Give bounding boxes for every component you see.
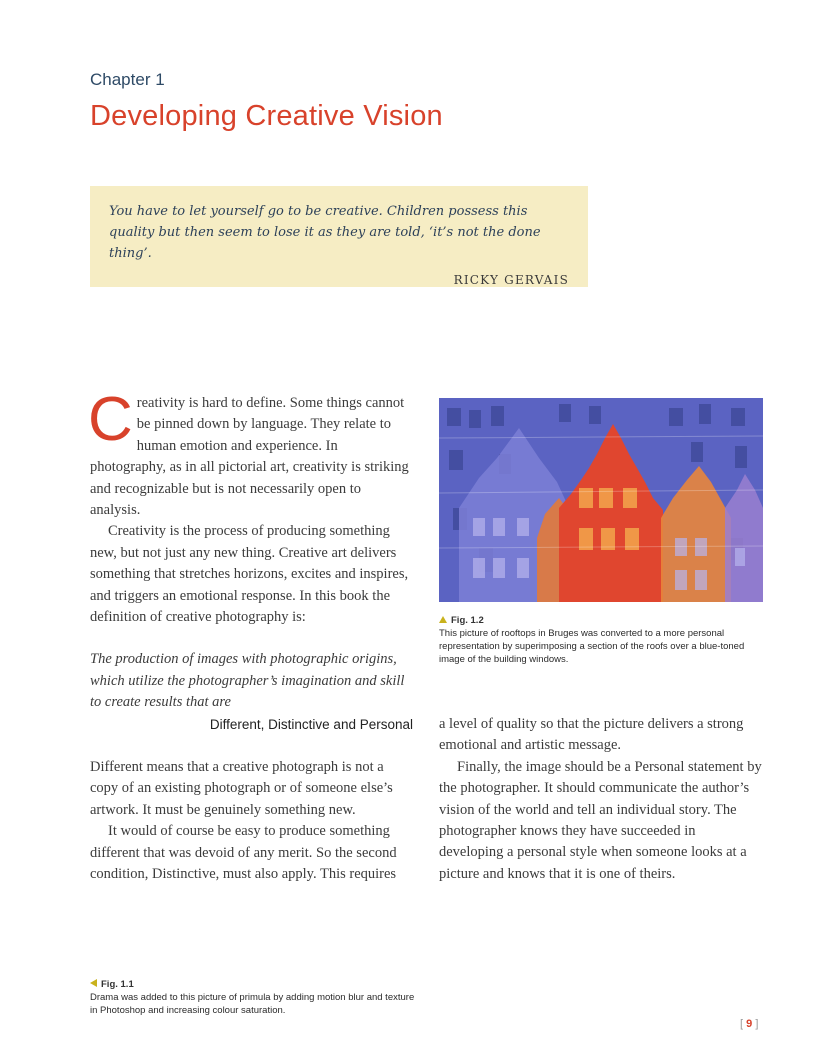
body-column-left-bottom [90,757,413,885]
definition-emphasis: Different, Distinctive and Personal [209,716,413,732]
paragraph-4: It would of course be easy to produce something different that was devoid of any merit. So the second condition, Distinctive, must also apply. This requires [90,823,397,883]
figure-label-1-1: Fig. 1.1 [101,979,134,990]
paragraph-1-text: reativity is hard to define. Some things cannot be pinned down by language. They relate to human emotion and experience. In photography, as in all pictorial art, creativity is striking and recognizable but is not necessarily open to analysis. [90,395,409,519]
chapter-title: Developing Creative Vision [90,100,443,132]
paragraph-5: Finally, the image should be a Personal statement by the photographer. It should communicate the author’s vision of the world and tell an individual story. The photographer knows they have succeeded in developing a personal style when someone looks at a picture and knows that it is one of theirs. [439,758,762,882]
drop-cap: C [88,385,133,454]
figure-caption-1-1 [90,978,420,1017]
bruges-rooftops-image [439,398,763,602]
definition-text: The production of images with photographic origins, which utilize the photographer’s imagination and skill to create results that are [90,651,405,711]
figure-label-1-2: Fig. 1.2 [451,615,484,626]
epigraph-box [90,186,588,287]
paragraph-2: Creativity is the process of producing something new, but not just any new thing. Creative art delivers something that stretches horizons, excites and inspires, and triggers an emotional response. In this book the definition of creative photography is: [90,523,409,626]
body-column-right [439,714,763,885]
figure-caption-1-2-text: This picture of rooftops in Bruges was converted to a more personal representation by superimposing a section of the roofs over a blue-toned image of the building windows. [439,628,745,665]
triangle-up-icon [439,616,447,623]
figure-caption-1-2 [439,614,763,666]
figure-bruges-rooftops [439,398,763,602]
page-number-value: 9 [746,1018,753,1030]
triangle-left-icon [90,979,97,987]
paragraph-4-continued: a level of quality so that the picture delivers a strong emotional and artistic message. [439,716,744,754]
page-number-open-bracket: [ [740,1018,744,1030]
epigraph-author: RICKY GERVAIS [453,273,569,287]
page-number [740,1018,758,1030]
page-number-close-bracket: ] [755,1018,759,1030]
epigraph-text: You have to let yourself go to be creative. Children possess this quality but then seem to lose it as they are told, ‘it’s not the done thing’. [109,204,541,261]
chapter-label: Chapter 1 [90,70,165,89]
paragraph-1 [88,385,413,521]
paragraph-3: Different means that a creative photograph is not a copy of an existing photograph or of someone else’s artwork. It must be genuinely something new. [90,759,393,818]
body-column-left-top [88,385,413,735]
figure-caption-1-1-text: Drama was added to this picture of primula by adding motion blur and texture in Photoshop and increasing colour saturation. [90,992,415,1016]
